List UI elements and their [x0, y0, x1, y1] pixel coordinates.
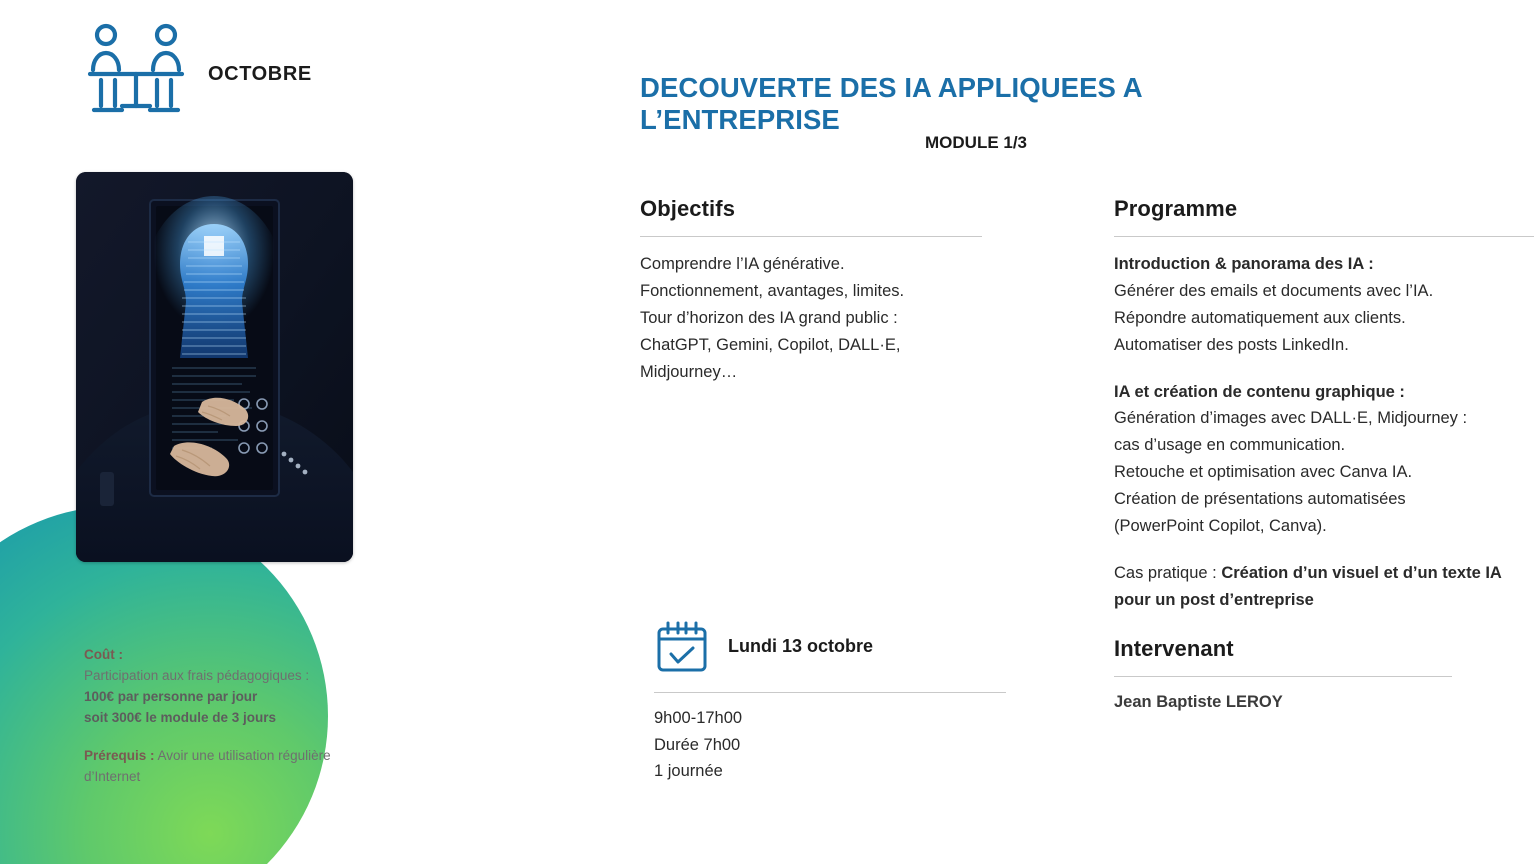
main-content: [640, 0, 1536, 864]
cost-label: Coût :: [84, 647, 123, 662]
objectives-line-5: Midjourney…: [640, 362, 738, 381]
programme-block1-line-2: Répondre automatiquement aux clients.: [1114, 308, 1406, 327]
speaker-name: Jean Baptiste LEROY: [1114, 693, 1283, 711]
meeting-table-icon: [84, 22, 188, 126]
cost-line-2: 100€ par personne par jour: [84, 688, 258, 704]
prerequisite-line: [84, 746, 384, 788]
objectives-line-3: Tour d’horizon des IA grand public :: [640, 308, 898, 327]
cost-spacer: [84, 729, 384, 746]
prerequisite-text: Avoir une utilisation régulière d’Internet: [84, 747, 331, 784]
programme-divider: [1114, 236, 1534, 237]
programme-spacer-2: [1114, 540, 1534, 560]
objectives-divider: [640, 236, 982, 237]
month-header: [84, 22, 312, 126]
date-divider: [654, 692, 1006, 693]
date-hours: 9h00-17h00: [654, 709, 743, 727]
speaker-divider: [1114, 676, 1452, 677]
speaker-section: [1114, 636, 1452, 712]
cost-line-1: Participation aux frais pédagogiques :: [84, 667, 310, 683]
programme-block1-line-3: Automatiser des posts LinkedIn.: [1114, 335, 1349, 354]
programme-block2-title: IA et création de contenu graphique :: [1114, 382, 1405, 401]
programme-spacer-1: [1114, 359, 1534, 379]
objectives-section: [640, 196, 982, 385]
objectives-line-4: ChatGPT, Gemini, Copilot, DALL·E,: [640, 335, 901, 354]
programme-case-study: [1114, 560, 1534, 614]
date-duration: Durée 7h00: [654, 735, 741, 754]
date-days: 1 journée: [654, 762, 723, 781]
case-study-prefix: Cas pratique :: [1114, 563, 1222, 582]
prerequisite-label: Prérequis :: [84, 747, 155, 763]
programme-block2-line-5: (PowerPoint Copilot, Canva).: [1114, 517, 1327, 536]
module-badge: MODULE 1/3: [925, 133, 1028, 152]
date-row: [654, 618, 1024, 674]
objectives-body: [640, 251, 982, 385]
date-section: [654, 618, 1024, 785]
left-column: [0, 0, 400, 864]
programme-block2-line-1: Génération d’images avec DALL·E, Midjourney :: [1114, 409, 1468, 428]
date-details: [654, 705, 1024, 785]
page-title: DECOUVERTE DES IA APPLIQUEES A L’ENTREPRISE: [640, 72, 1142, 136]
objectives-line-2: Fonctionnement, avantages, limites.: [640, 281, 905, 300]
objectives-line-1: Comprendre l’IA générative.: [640, 255, 845, 273]
cost-block: [84, 645, 384, 788]
calendar-check-icon: [654, 618, 710, 674]
programme-section: [1114, 196, 1534, 614]
programme-block1-line-1: Générer des emails et documents avec l’IA.: [1114, 281, 1434, 300]
speaker-heading: Intervenant: [1114, 636, 1234, 661]
programme-block2-line-4: Création de présentations automatisées: [1114, 490, 1406, 509]
case-study-text: Création d’un visuel et d’un texte IA pour un post d’entreprise: [1114, 563, 1502, 609]
objectives-heading: Objectifs: [640, 196, 736, 221]
programme-body: [1114, 251, 1534, 614]
programme-block2-line-3: Retouche et optimisation avec Canva IA.: [1114, 463, 1413, 482]
month-label: OCTOBRE: [208, 62, 312, 85]
programme-heading: Programme: [1114, 196, 1238, 221]
training-photo: [76, 172, 353, 562]
programme-block1-title: Introduction & panorama des IA :: [1114, 255, 1374, 273]
date-label: Lundi 13 octobre: [728, 635, 874, 656]
programme-block2-line-2: cas d’usage en communication.: [1114, 436, 1346, 455]
cost-line-3: soit 300€ le module de 3 jours: [84, 709, 277, 725]
